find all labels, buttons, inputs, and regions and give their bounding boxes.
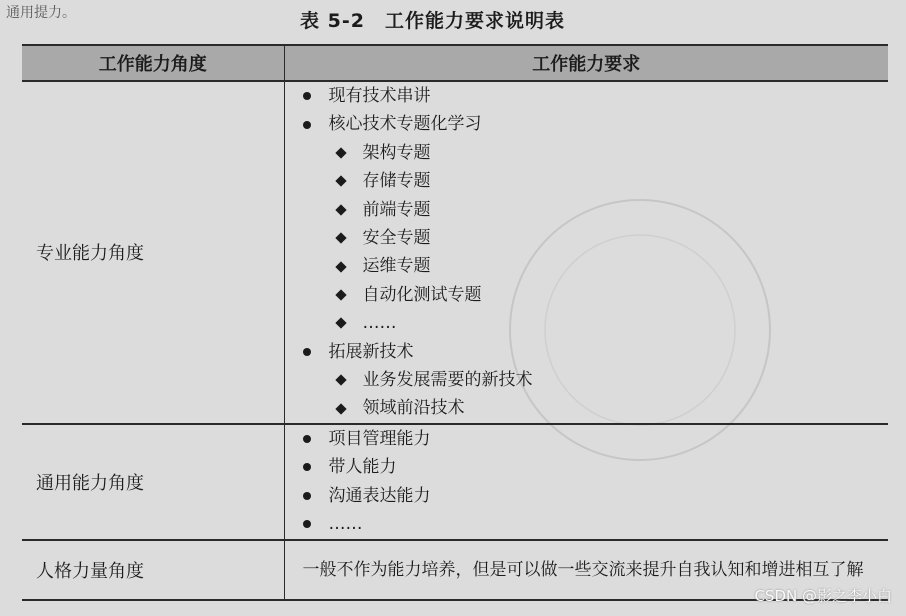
list-item-text: 核心技术专题化学习	[328, 114, 482, 135]
list-item-text: 拓展新技术	[328, 341, 414, 362]
page-header	[0, 0, 906, 44]
requirement-list	[303, 425, 889, 539]
list-item-text: 现有技术串讲	[328, 86, 431, 106]
list-item	[303, 482, 889, 510]
table-title: 表 5-2 工作能力要求说明表	[300, 10, 565, 32]
list-item	[303, 425, 889, 453]
requirement-cell	[284, 424, 888, 540]
bullet-diamond-icon	[335, 375, 346, 386]
list-item-text: 自动化测试专题	[362, 284, 482, 305]
sub-list-item	[303, 224, 889, 252]
bullet-dot-icon	[303, 92, 311, 100]
bullet-diamond-icon	[335, 147, 346, 158]
sub-list-item	[303, 139, 889, 167]
list-item	[303, 110, 889, 138]
list-item-text: 前端专题	[362, 199, 431, 220]
capability-table-container	[22, 44, 888, 587]
bullet-diamond-icon	[335, 176, 346, 187]
header-requirement: 工作能力要求	[284, 45, 888, 81]
list-item	[303, 510, 889, 538]
capability-table	[22, 44, 888, 601]
table-row-professional	[22, 81, 888, 424]
sub-list-item	[303, 394, 889, 422]
bullet-dot-icon	[303, 121, 311, 129]
bullet-diamond-icon	[335, 289, 346, 300]
requirement-cell	[284, 81, 888, 424]
table-header-row	[22, 45, 888, 81]
list-item-text: 项目管理能力	[328, 428, 431, 449]
list-item-text: ……	[362, 313, 397, 334]
sub-list-item	[303, 252, 889, 280]
dimension-cell: 人格力量角度	[22, 540, 284, 600]
bullet-diamond-icon	[335, 233, 346, 244]
requirement-note: 一般不作为能力培养，但是可以做一些交流来提升自我认知和增进相互了解	[302, 559, 864, 580]
list-item-text: ……	[328, 514, 363, 535]
list-item-text: 运维专题	[362, 256, 431, 277]
list-item-text: 架构专题	[362, 142, 431, 163]
bullet-diamond-icon	[335, 204, 346, 215]
sub-list-item	[303, 281, 889, 309]
sub-list-item	[303, 309, 889, 337]
list-item-text: 领域前沿技术	[362, 398, 465, 419]
list-item	[303, 82, 889, 110]
list-item-text: 安全专题	[362, 228, 431, 249]
table-row-general	[22, 424, 888, 540]
list-item-text: 沟通表达能力	[328, 485, 431, 506]
list-item-text: 业务发展需要的新技术	[362, 370, 533, 391]
dimension-cell: 通用能力角度	[22, 424, 284, 540]
list-item	[303, 338, 889, 366]
bullet-dot-icon	[303, 492, 311, 500]
watermark: CSDN @影之李小白	[754, 587, 892, 605]
bullet-diamond-icon	[335, 318, 346, 329]
requirement-list	[303, 82, 889, 423]
header-dimension: 工作能力角度	[22, 45, 284, 81]
dimension-cell: 专业能力角度	[22, 81, 284, 424]
bullet-dot-icon	[303, 520, 311, 528]
list-item-text: 存储专题	[362, 171, 431, 192]
list-item	[303, 453, 889, 481]
bullet-dot-icon	[303, 463, 311, 471]
page-top-fragment: 通用提力。	[6, 5, 76, 21]
sub-list-item	[303, 196, 889, 224]
bullet-diamond-icon	[335, 403, 346, 414]
bullet-diamond-icon	[335, 261, 346, 272]
bullet-dot-icon	[303, 435, 311, 443]
list-item-text: 带人能力	[328, 457, 397, 478]
sub-list-item	[303, 167, 889, 195]
bullet-dot-icon	[303, 348, 311, 356]
sub-list-item	[303, 366, 889, 394]
